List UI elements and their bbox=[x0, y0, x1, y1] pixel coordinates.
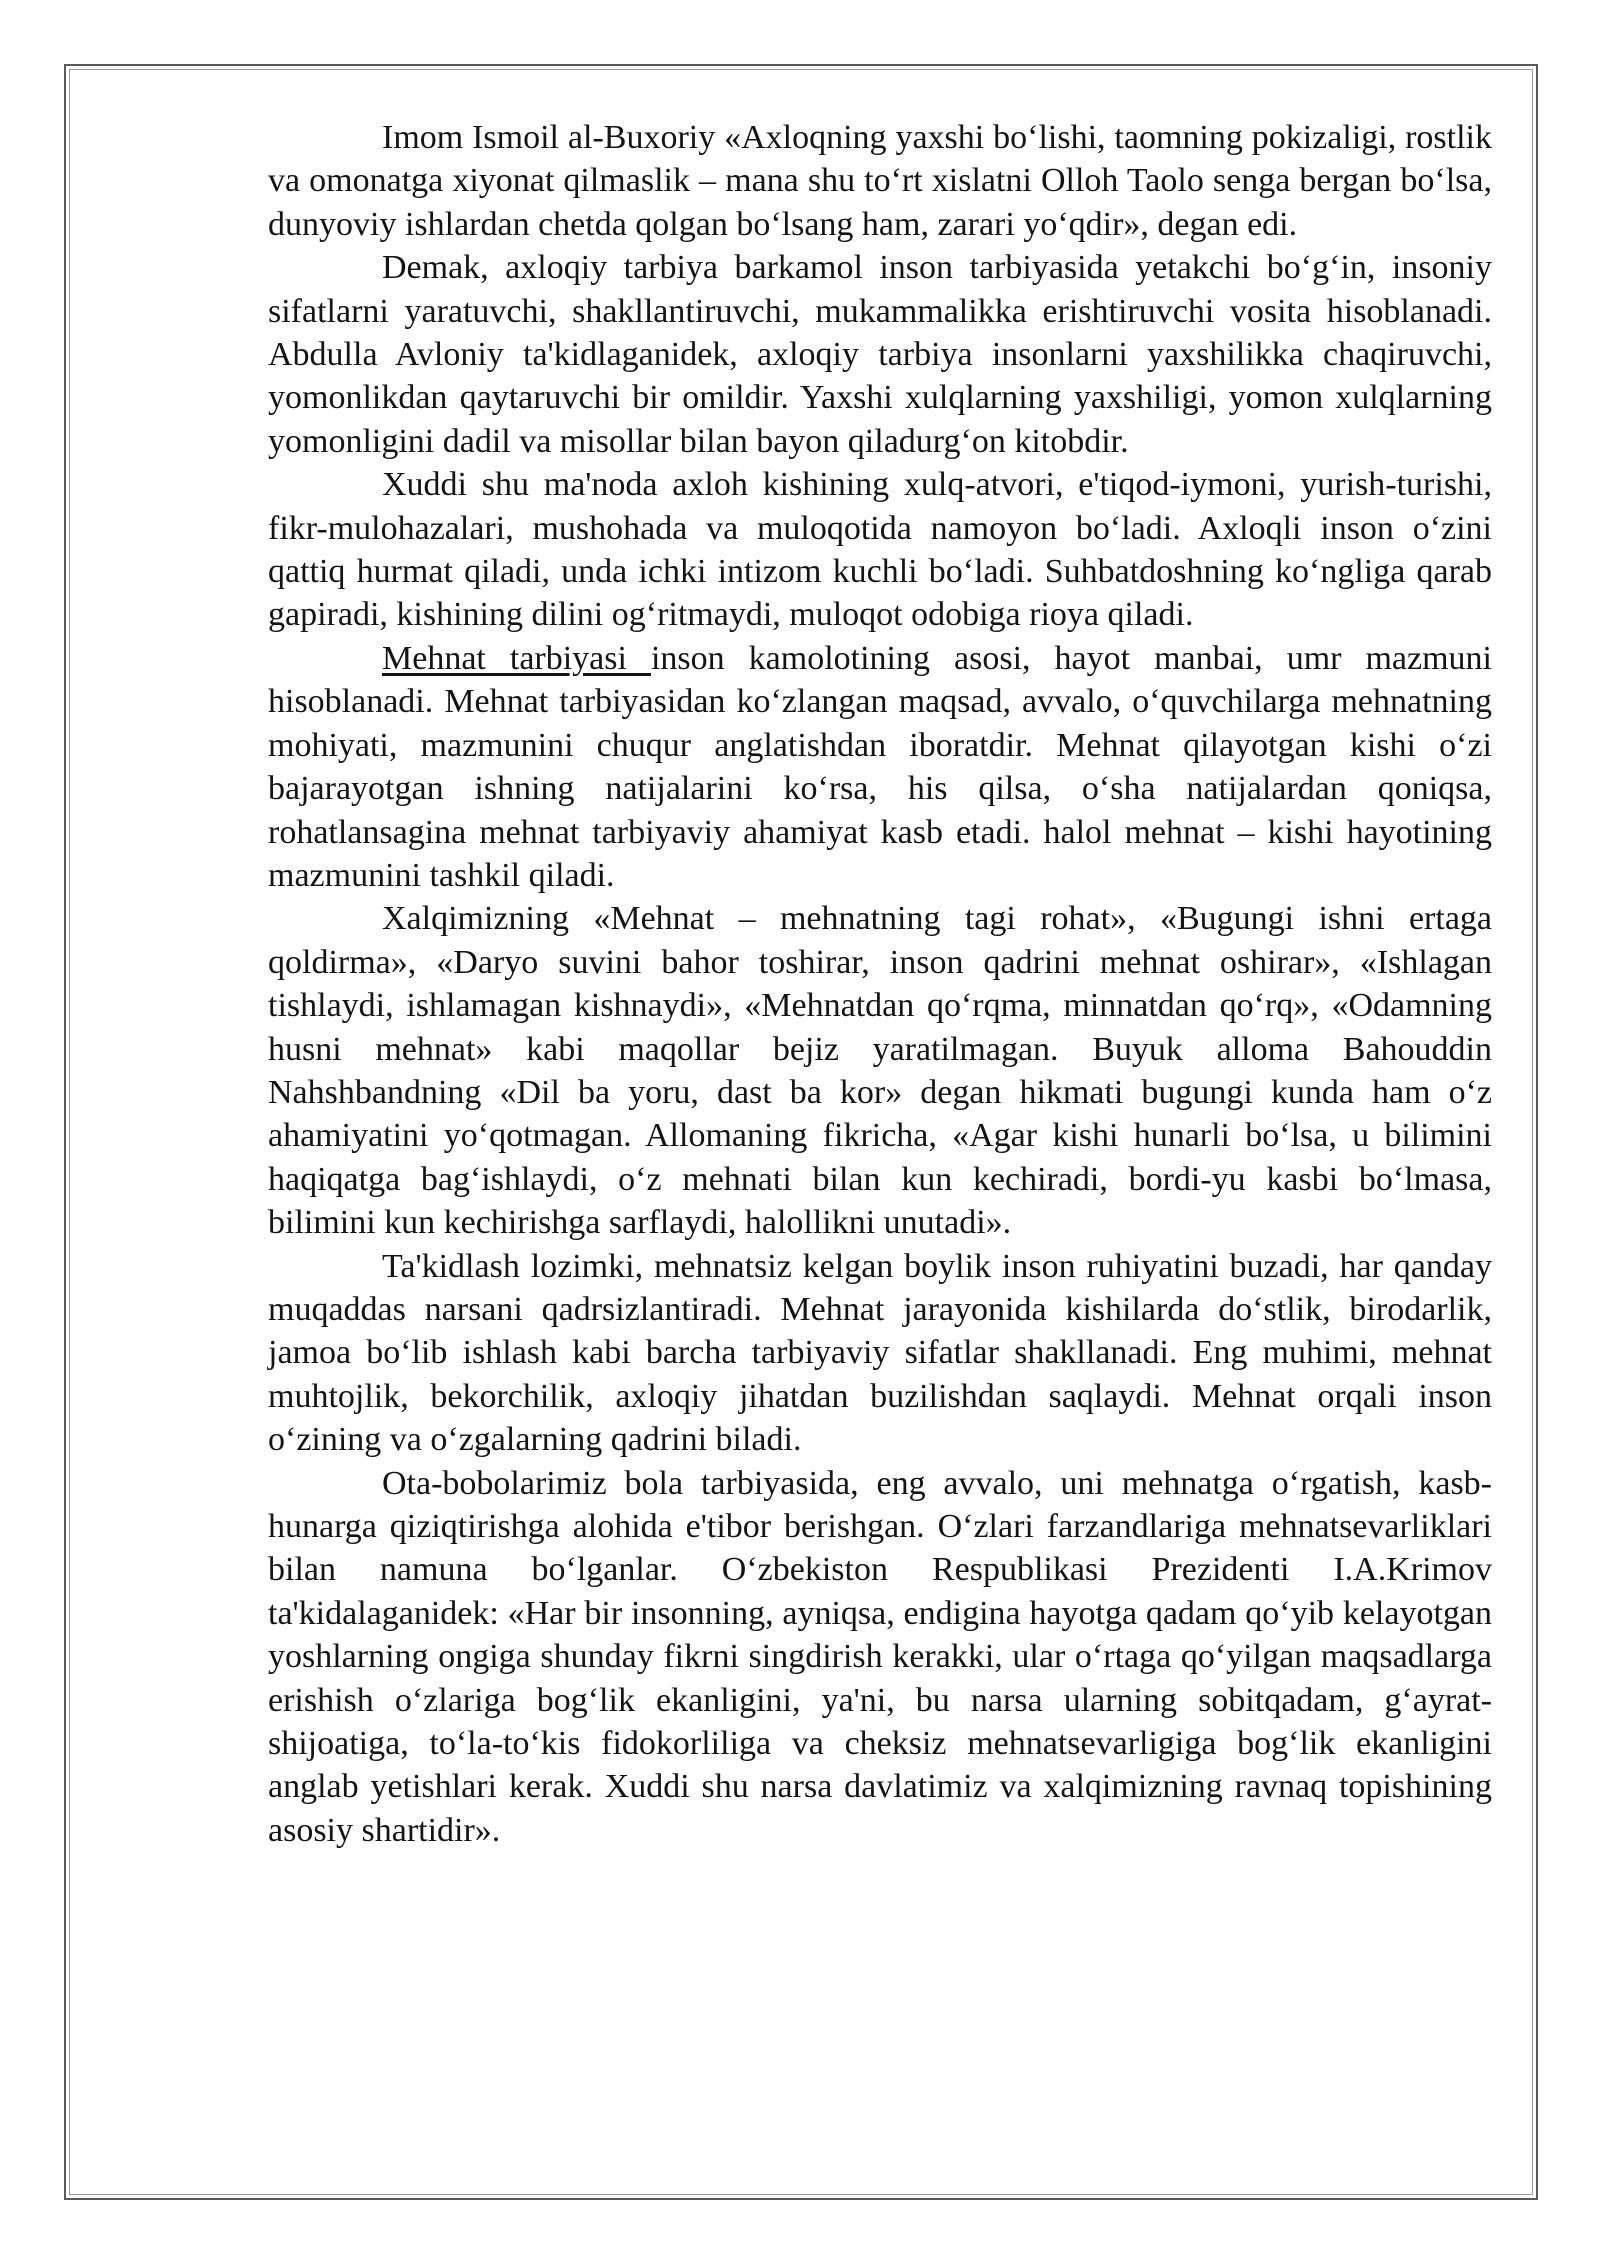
paragraph-2 bbox=[268, 246, 1492, 463]
paragraph-text: inson kamolotining asosi, hayot manbai, umr mazmuni hisoblanadi. Mehnat tarbiyasidan ko‘zlangan maqsad, avvalo, o‘quvchilarga mehnatning mohiyati, mazmunini chuqur anglatishdan iboratdir. Mehnat qilayotgan kishi o‘zi bajarayotgan ishning natijalarini ko‘rsa, his qilsa, o‘sha natijalardan qoniqsa, rohatlansagina mehnat tarbiyaviy ahamiyat kasb etadi. halol mehnat – kishi hayotining mazmunini tashkil qiladi. bbox=[268, 639, 1493, 894]
paragraph-text: Imom Ismoil al-Buxoriy «Axloqning yaxshi bo‘lishi, taomning pokizaligi, rostlik va omonatga xiyonat qilmaslik – mana shu to‘rt xislatni Olloh Taolo senga bergan bo‘lsa, dunyoviy ishlardan chetda qolgan bo‘lsang ham, zarari yo‘qdir», degan edi. bbox=[268, 119, 1492, 243]
paragraph-4 bbox=[268, 637, 1492, 897]
paragraph-text: Ta'kidlash lozimki, mehnatsiz kelgan boylik inson ruhiyatini buzadi, har qanday muqaddas narsani qadrsizlantiradi. Mehnat jarayonida kishilarda do‘stlik, birodarlik, jamoa bo‘lib ishlash kabi barcha tarbiyaviy sifatlar shakllanadi. Eng muhimi, mehnat muhtojlik, bekorchilik, axloqiy jihatdan buzilishdan saqlaydi. Mehnat orqali inson o‘zining va o‘zgalarning qadrini biladi. bbox=[268, 1247, 1492, 1459]
paragraph-text: Xalqimizning «Mehnat – mehnatning tagi rohat», «Bugungi ishni ertaga qoldirma», «Daryo suvini bahor toshirar, inson qadrini mehnat oshirar», «Ishlagan tishlaydi, ishlamagan kishnaydi», «Mehnatdan qo‘rqma, minnatdan qo‘rq», «Odamning husni mehnat» kabi maqollar bejiz yaratilmagan. Buyuk alloma Bahouddin Nahshbandning «Dil ba yoru, dast ba kor» degan hikmati bugungi kunda ham o‘z ahamiyatini yo‘qotmagan. Allomaning fikricha, «Agar kishi hunarli bo‘lsa, u bilimini haqiqatga bag‘ishlaydi, o‘z mehnati bilan kun kechiradi, bordi-yu kasbi bo‘lmasa, bilimini kun kechirishga sarflaydi, halollikni unutadi». bbox=[268, 900, 1492, 1242]
underlined-heading: Mehnat tarbiyasi bbox=[382, 639, 651, 677]
paragraph-7 bbox=[268, 1462, 1492, 1853]
paragraph-6 bbox=[268, 1245, 1492, 1462]
paragraph-1 bbox=[268, 116, 1492, 246]
paragraph-5 bbox=[268, 897, 1492, 1244]
paragraph-text: Xuddi shu ma'noda axloh kishining xulq-atvori, e'tiqod-iymoni, yurish-turishi, fikr-mulohazalari, mushohada va muloqotida namoyon bo‘ladi. Axloqli inson o‘zini qattiq hurmat qiladi, unda ichki intizom kuchli bo‘ladi. Suhbatdoshning ko‘ngliga qarab gapiradi, kishining dilini og‘ritmaydi, muloqot odobiga rioya qiladi. bbox=[268, 466, 1492, 634]
document-body bbox=[268, 116, 1492, 1852]
paragraph-text: Ota-bobolarimiz bola tarbiyasida, eng avvalo, uni mehnatga o‘rgatish, kasb-hunarga qiziqtirishga alohida e'tibor berishgan. O‘zlari farzandlariga mehnatsevarliklari bilan namuna bo‘lganlar. O‘zbekiston Respublikasi Prezidenti I.A.Krimov ta'kidalaganidek: «Har bir insonning, ayniqsa, endigina hayotga qadam qo‘yib kelayotgan yoshlarning ongiga shunday fikrni singdirish kerakki, ular o‘rtaga qo‘yilgan maqsadlarga erishish o‘zlariga bog‘lik ekanligini, ya'ni, bu narsa ularning sobitqadam, g‘ayrat-shijoatiga, to‘la-to‘kis fidokorliliga va cheksiz mehnatsevarligiga bog‘lik ekanligini anglab yetishlari kerak. Xuddi shu narsa davlatimiz va xalqimizning ravnaq topishining asosiy shartidir». bbox=[268, 1464, 1492, 1849]
paragraph-3 bbox=[268, 463, 1492, 637]
paragraph-text: Demak, axloqiy tarbiya barkamol inson tarbiyasida yetakchi bo‘g‘in, insoniy sifatlarni yaratuvchi, shakllantiruvchi, mukammalikka erishtiruvchi vosita hisoblanadi. Abdulla Avloniy ta'kidlaganidek, axloqiy tarbiya insonlarni yaxshilikka chaqiruvchi, yomonlikdan qaytaruvchi bir omildir. Yaxshi xulqlarning yaxshiligi, yomon xulqlarning yomonligini dadil va misollar bilan bayon qiladurg‘on kitobdir. bbox=[268, 249, 1492, 460]
